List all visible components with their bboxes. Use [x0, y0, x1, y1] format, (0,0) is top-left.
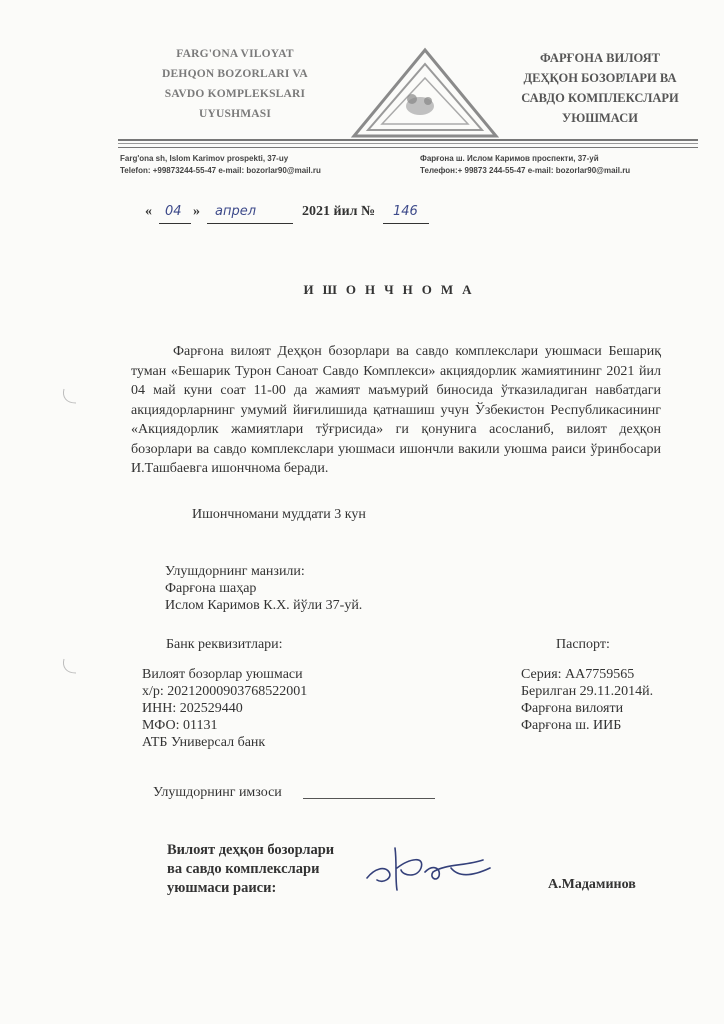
org-name-cyrillic-line: ДЕҲҚОН БОЗОРЛАРИ ВА: [523, 71, 677, 85]
passport-line: Серия: АА7759565: [521, 667, 635, 682]
document-number: 146: [393, 204, 418, 219]
punch-hole-icon: [60, 385, 82, 407]
trustor-address-line: Фарғона шаҳар: [165, 581, 257, 596]
bank-details: [142, 666, 307, 751]
org-name-cyrillic-line: УЮШМАСИ: [562, 111, 638, 125]
letterhead-divider: [118, 143, 698, 144]
date-month: апрел: [215, 204, 257, 219]
passport-line: Фарғона вилояти: [521, 701, 624, 716]
handwritten-signature-icon: [355, 838, 505, 898]
chair-title: [167, 841, 334, 898]
phone-latin: Telefon: +99873244-55-47 e-mail: bozorlar90@mail.ru: [120, 166, 321, 175]
trustor-address: [165, 563, 362, 614]
date-year-label: 2021 йил №: [302, 204, 376, 219]
bank-line: Вилоят бозорлар уюшмаси: [142, 667, 303, 682]
trustor-signature-label: Улушдорнинг имзоси: [153, 785, 282, 800]
date-close-quote: »: [193, 204, 200, 219]
passport-line: Фарғона ш. ИИБ: [521, 718, 622, 733]
address-latin: Farg'ona sh, Islom Karimov prospekti, 37-uy: [120, 154, 289, 163]
bank-line: ИНН: 202529440: [142, 701, 243, 716]
letterhead-divider: [118, 139, 698, 141]
bank-line: МФО: 01131: [142, 718, 218, 733]
trustor-signature-blank: [303, 798, 435, 799]
org-name-latin-line: FARG'ONA VILOYAT: [176, 48, 294, 60]
bank-line: АТБ Универсал банк: [142, 735, 266, 750]
date-number-line: [145, 204, 445, 228]
letterhead-contacts-latin: [120, 153, 410, 177]
org-name-cyrillic-line: САВДО КОМПЛЕКСЛАРИ: [521, 91, 679, 105]
org-name-cyrillic-line: ФАРҒОНА ВИЛОЯТ: [539, 51, 660, 65]
org-name-latin-line: UYUSHMASI: [198, 108, 272, 120]
body-paragraph: [131, 342, 661, 479]
address-cyrillic: Фарғона ш. Ислом Каримов проспекти, 37-уй: [420, 154, 599, 163]
org-name-latin-line: SAVDO KOMPLEKSLARI: [164, 88, 306, 100]
org-name-cyrillic: [500, 48, 700, 128]
punch-hole-icon: [60, 655, 82, 677]
date-day: 04: [165, 204, 182, 219]
bank-details-label: Банк реквизитлари:: [166, 637, 283, 652]
chair-title-line: Вилоят деҳқон бозорлари: [167, 842, 335, 858]
validity-period: Ишончномани муддати 3 кун: [192, 507, 366, 522]
org-name-latin-line: DEHQON BOZORLARI VA: [162, 68, 308, 80]
bank-line: х/р: 20212000903768522001: [142, 684, 308, 699]
passport-line: Берилган 29.11.2014й.: [521, 684, 654, 699]
chair-title-line: ва савдо комплекслари: [167, 861, 320, 877]
document-title: ИШОНЧНОМА: [303, 282, 481, 297]
date-open-quote: «: [145, 204, 152, 219]
letterhead-contacts-cyrillic: [420, 153, 705, 177]
trustor-address-label: Улушдорнинг манзили:: [165, 564, 305, 579]
phone-cyrillic: Телефон:+ 99873 244-55-47 e-mail: bozorlar90@mail.ru: [420, 166, 631, 175]
passport-details: [521, 666, 653, 734]
org-name-latin: [120, 44, 350, 124]
org-logo-icon: [350, 44, 500, 144]
trustor-address-line: Ислом Каримов К.Х. йўли 37-уй.: [165, 598, 363, 613]
chair-title-line: уюшмаси раиси:: [167, 880, 277, 896]
passport-label: Паспорт:: [556, 637, 610, 652]
letterhead-divider: [118, 147, 698, 148]
body-paragraph-text: Фарғона вилоят Деҳқон бозорлари ва савдо комплекслари уюшмаси Бешариқ туман «Бешарик Турон Саноат Савдо Комплекси» акциядорлик жамиятининг 2021 йил 04 май куни соат 11-00 да жамият маъмурий биносида ўтказиладиган навбатдаги акциядорларнинг умумий йиғилишида қатнашиш учун Ўзбекистон Республикасининг «Акциядорлик жамиятлари тўғрисида» ги қонунига асосланиб, вилоят деҳқон бозорлари ва савдо комплекслари уюшмаси ишончли вакили уюшма раиси ўринбосари И.Ташбаевга ишончнома беради.: [131, 344, 661, 476]
chair-name: А.Мадаминов: [548, 877, 636, 892]
